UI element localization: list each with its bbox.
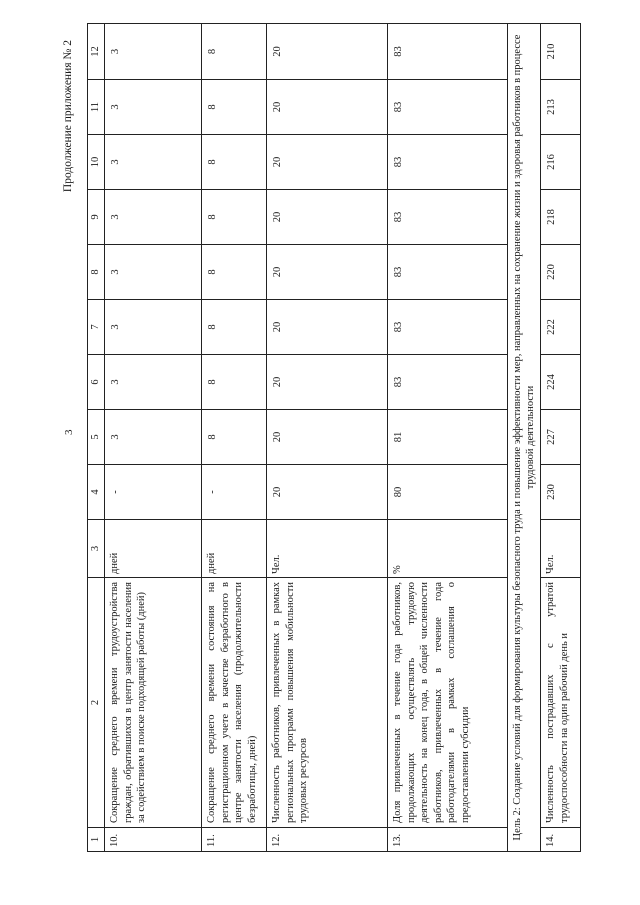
col-header: 5 <box>88 410 105 465</box>
col-header: 2 <box>88 578 105 828</box>
col-header: 12 <box>88 24 105 80</box>
table-row <box>267 24 388 852</box>
value-cell: 218 <box>541 190 581 245</box>
table-row <box>541 24 581 852</box>
value-cell: 83 <box>388 245 508 300</box>
col-header: 11 <box>88 80 105 135</box>
indicator-text: Сокращение среднего времени состояния на регистрационном учете в качестве безработного в центре занятости населения (продолжительности безработицы, дней) <box>202 578 267 828</box>
col-header: 4 <box>88 465 105 520</box>
value-cell: 8 <box>202 135 267 190</box>
row-number: 13. <box>388 828 508 852</box>
value-cell: 20 <box>267 355 388 410</box>
value-cell: 80 <box>388 465 508 520</box>
value-cell: 220 <box>541 245 581 300</box>
col-header: 8 <box>88 245 105 300</box>
value-cell: 81 <box>388 410 508 465</box>
table-row <box>202 24 267 852</box>
value-cell: 20 <box>267 190 388 245</box>
unit-cell: дней <box>105 520 202 578</box>
value-cell: 8 <box>202 300 267 355</box>
value-cell: 210 <box>541 24 581 80</box>
goal-text: Цель 2: Создание условий для формирования культуры безопасного труда и повышение эффективности мер, направленных на сохранение жизни и здоровья работников в процессе трудовой деятельности <box>508 24 541 852</box>
value-cell: 3 <box>105 80 202 135</box>
value-cell: 222 <box>541 300 581 355</box>
indicator-text: Численность работников, привлеченных в рамках региональных программ повышения мобильности трудовых ресурсов <box>267 578 388 828</box>
value-cell: 227 <box>541 410 581 465</box>
value-cell: 3 <box>105 300 202 355</box>
value-cell: 20 <box>267 24 388 80</box>
value-cell: 83 <box>388 190 508 245</box>
value-cell: 20 <box>267 410 388 465</box>
value-cell: 20 <box>267 465 388 520</box>
row-number: 12. <box>267 828 388 852</box>
value-cell: 83 <box>388 80 508 135</box>
value-cell: 213 <box>541 80 581 135</box>
col-header: 7 <box>88 300 105 355</box>
value-cell: 3 <box>105 190 202 245</box>
value-cell: 20 <box>267 245 388 300</box>
value-cell: 3 <box>105 245 202 300</box>
value-cell: 83 <box>388 24 508 80</box>
unit-cell: Чел. <box>541 520 581 578</box>
indicator-text: Доля привлеченных в течение года работников, продолжающих осуществлять трудовую деятельность на конец года, в общей численности работников, привлеченных в течение года работодателями в рамках соглашения о предоставлении субсидии <box>388 578 508 828</box>
value-cell: - <box>105 465 202 520</box>
table-row <box>105 24 202 852</box>
value-cell: 230 <box>541 465 581 520</box>
table-row <box>388 24 508 852</box>
value-cell: 20 <box>267 135 388 190</box>
value-cell: 20 <box>267 80 388 135</box>
value-cell: 216 <box>541 135 581 190</box>
indicators-table <box>87 23 581 852</box>
value-cell: 8 <box>202 80 267 135</box>
value-cell: - <box>202 465 267 520</box>
unit-cell: дней <box>202 520 267 578</box>
col-header: 6 <box>88 355 105 410</box>
indicator-text: Сокращение среднего времени трудоустройства граждан, обратившихся в центр занятости населения за содействием в поиске подходящей работы (дней) <box>105 578 202 828</box>
row-number: 10. <box>105 828 202 852</box>
value-cell: 3 <box>105 24 202 80</box>
value-cell: 3 <box>105 135 202 190</box>
header-row <box>88 24 105 852</box>
col-header: 10 <box>88 135 105 190</box>
value-cell: 8 <box>202 24 267 80</box>
value-cell: 224 <box>541 355 581 410</box>
value-cell: 3 <box>105 355 202 410</box>
col-header: 3 <box>88 520 105 578</box>
value-cell: 3 <box>105 410 202 465</box>
col-header: 9 <box>88 190 105 245</box>
value-cell: 8 <box>202 410 267 465</box>
value-cell: 20 <box>267 300 388 355</box>
page-number: 3 <box>63 429 75 435</box>
goal-row <box>508 24 541 852</box>
unit-cell: Чел. <box>267 520 388 578</box>
value-cell: 8 <box>202 245 267 300</box>
value-cell: 8 <box>202 355 267 410</box>
continuation-label: Продолжение приложения № 2 <box>62 40 74 193</box>
indicator-text: Численность пострадавших с утратой трудоспособности на один рабочий день и <box>541 578 581 828</box>
unit-cell: % <box>388 520 508 578</box>
value-cell: 83 <box>388 355 508 410</box>
value-cell: 83 <box>388 300 508 355</box>
value-cell: 8 <box>202 190 267 245</box>
value-cell: 83 <box>388 135 508 190</box>
row-number: 11. <box>202 828 267 852</box>
row-number: 14. <box>541 828 581 852</box>
col-header: 1 <box>88 828 105 852</box>
